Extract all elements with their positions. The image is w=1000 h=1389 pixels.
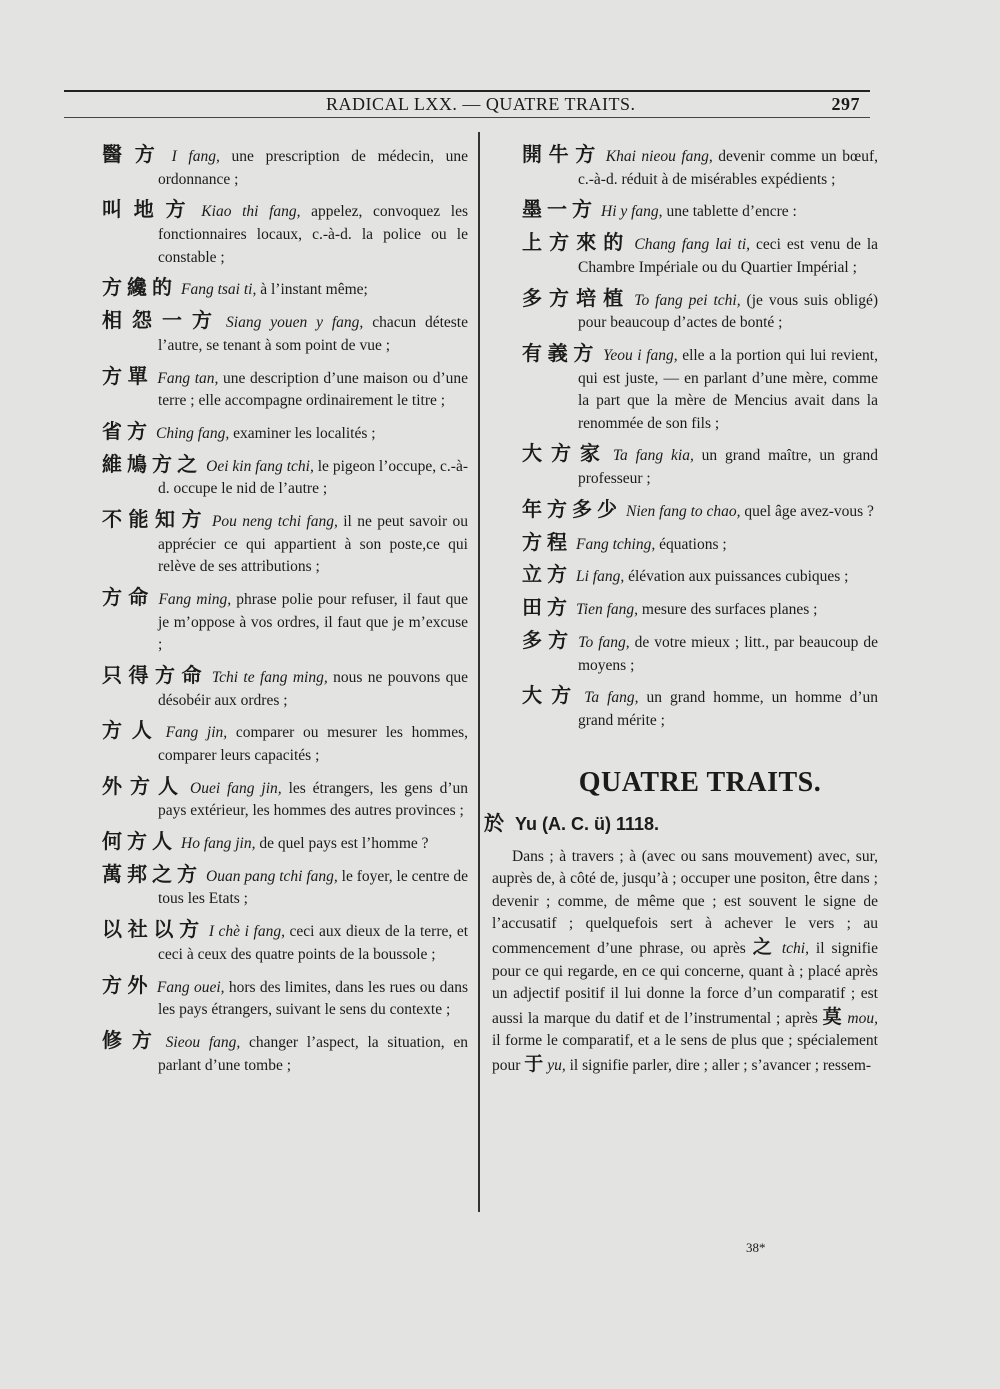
entry-romanization: Yeou i fang, [603,346,678,364]
entry-romanization: Kiao thi fang, [201,203,301,221]
entry-romanization: Oei kin fang tchi, [206,457,314,475]
entry-definition: une description d’une maison ou d’une terre ; elle accompagne ordinairement le titre ; [158,369,469,410]
entry-characters: 年方多少 [522,496,622,521]
entry-definition: ceci aux dieux de la terre, et ceci à ceux des quatre points de la boussole ; [158,923,469,963]
entry-romanization: Li fang, [576,568,625,586]
dictionary-entry [102,719,468,767]
dictionary-entry [522,198,878,224]
dictionary-entry [102,276,468,302]
dictionary-entry [102,775,468,823]
dictionary-entry [522,563,878,589]
entry-definition: chacun déteste l’autre, se tenant à som point de vue ; [158,314,468,354]
entry-definition: nous ne pouvons que désobéir aux ordres ; [158,668,468,709]
entry-definition: elle a la portion qui lui revient, qui est juste, — en parlant d’une mère, comme la part que la mère de Mencius avait dans la renommée de son fils ; [578,346,878,432]
entry-romanization: Hi y fang, [601,203,663,221]
entry-definition: un grand maître, un grand professeur ; [578,447,878,488]
right-column [484,142,879,1077]
entry-definition: quel âge avez-vous ? [740,502,874,520]
entry-romanization: Ta fang kia, [612,447,694,465]
entry-definition: une tablette d’encre : [662,203,797,221]
entry-romanization: Ouan pang tchi fang, [206,867,338,885]
entry-characters: 開牛方 [522,142,602,166]
signature-mark: 38* [746,1240,766,1255]
entry-romanization: Tchi te fang ming, [211,668,328,686]
body-part-4: il signifie parler, dire ; aller ; s’avancer ; ressem- [565,1056,872,1074]
entry-characters: 大方家 [522,441,609,466]
entry-definition: de quel pays est l’homme ? [255,835,429,853]
right-entries [522,143,878,733]
entry-characters: 不能知方 [102,507,208,532]
dictionary-entry [102,508,468,579]
entry-characters: 立方 [522,562,572,587]
entry-characters: 方單 [102,363,154,388]
entry-romanization: Fang jin, [165,724,228,742]
header-rule-bottom [64,117,870,118]
entry-characters: 上方來的 [522,230,631,255]
entry-romanization: Fang ouei, [156,978,225,996]
entry-characters: 大方 [522,683,581,708]
entry-romanization: Chang fang lai ti, [634,236,751,254]
entry-body-yu [492,846,878,1078]
entry-characters: 方程 [522,529,572,554]
entry-definition: ceci est venu de la Chambre Impériale ou du Quartier Impérial ; [578,236,879,276]
dictionary-entry [522,596,878,622]
entry-characters: 墨一方 [522,197,597,222]
entry-characters: 方命 [102,585,155,609]
entry-characters: 田方 [522,595,572,620]
entry-characters: 以社以方 [102,917,205,942]
entry-romanization: Ho fang jin, [181,835,256,853]
dictionary-entry [102,365,468,413]
dictionary-entry [102,198,468,269]
dictionary-entry [102,830,468,856]
dictionary-entry [522,498,878,524]
entry-characters: 有義方 [522,340,600,365]
inline-romanization-mou: mou, [842,1009,878,1027]
dictionary-entry [102,863,468,911]
inline-romanization-yu: yu, [543,1056,566,1074]
entry-characters: 多方培植 [522,285,631,310]
body-part-1: Dans ; à travers ; à (avec ou sans mouvement) avec, sur, auprès de, à côté de, jusqu’à ; occuper une positon, être dans ; devenir ; comme, de même que ; est souvent le signe de l’accusatif ; quelquefois sert à achever le vers ; au commencement d’une phrase, ou après [492,847,878,957]
entry-romanization: Ching fang, [156,424,230,442]
running-head-title: RADICAL LXX. — QUATRE TRAITS. [326,94,636,114]
entry-romanization: Fang tching, [576,535,656,553]
entry-definition: examiner les localités ; [229,424,376,442]
entry-heading-yu [484,807,878,836]
entry-definition: le foyer, le centre de tous les Etats ; [158,867,468,908]
entry-definition: (je vous suis obligé) pour beaucoup d’actes de bonté ; [578,291,879,332]
entry-definition: les étrangers, les gens d’un pays extérieur, les hommes des autres provinces ; [158,779,468,820]
section-title: QUATRE TRAITS. [578,766,822,798]
entry-definition: comparer ou mesurer les hommes, comparer leurs capacités ; [158,724,468,764]
entry-romanization: Khai nieou fang, [605,148,713,165]
dictionary-entry [522,143,878,191]
dictionary-entry [102,918,468,966]
entry-characters: 方纔的 [102,275,177,300]
entry-romanization: I fang, [171,148,220,165]
entry-romanization: Siang youen y fang, [226,314,364,332]
entry-romanization: Ta fang, [584,689,639,707]
entry-romanization: I chè i fang, [208,923,285,941]
entry-characters: 何方人 [102,829,177,854]
entry-romanization: Ouei fang jin, [190,779,282,797]
entry-romanization: Fang ming, [158,591,232,608]
entry-definition: mesure des surfaces planes ; [638,601,818,619]
dictionary-entry [102,664,468,712]
entry-definition: à l’instant même; [256,281,368,299]
entry-romanization: Sieou fang, [165,1034,241,1051]
inline-character-mou: 莫 [822,1005,843,1028]
inline-character-tchi: 之 [752,935,775,958]
entry-romanization: Fang tsai ti, [181,281,257,299]
dictionary-entry [522,629,878,677]
entry-romanization: To fang, [578,633,630,651]
entry-characters: 方人 [102,718,162,743]
entry-definition: changer l’aspect, la situation, en parlant d’une tombe ; [158,1034,468,1074]
entry-definition: équations ; [655,535,727,553]
dictionary-entry [102,420,468,446]
page-number: 297 [831,94,860,114]
entry-definition: devenir comme un bœuf, c.-à-d. réduit à de misérables expédients ; [578,148,878,188]
heading-text: Yu (A. C. ü) 1118. [510,813,660,834]
inline-character-yu: 于 [524,1052,544,1075]
dictionary-entry [522,442,878,490]
entry-definition: élévation aux puissances cubiques ; [624,568,849,586]
entry-romanization: Nien fang to chao, [626,502,741,520]
left-column [102,143,468,1084]
entry-definition: phrase polie pour refuser, il faut que je m’oppose à vos ordres, il faut que je m’excuse ; [158,591,468,654]
entry-characters: 萬邦之方 [102,861,203,886]
dictionary-entry [102,586,468,657]
entry-romanization: Tien fang, [576,601,639,619]
dictionary-entry [522,531,878,557]
dictionary-entry [522,287,878,335]
entry-characters: 維鳩方之 [102,451,203,476]
dictionary-entry [522,231,878,279]
entry-definition: appelez, convoquez les fonctionnaires locaux, c.-à-d. la police ou le constable ; [158,203,468,266]
entry-romanization: To fang pei tchi, [634,291,741,309]
entry-characters: 醫方 [102,142,168,166]
entry-definition: le pigeon l’occupe, c.-à-d. occupe le nid de l’autre ; [158,457,469,498]
entry-characters: 外方人 [102,773,186,798]
dictionary-entry [102,974,468,1022]
entry-romanization: Fang tan, [157,369,219,387]
running-head [64,94,870,116]
entry-characters: 省方 [102,418,152,443]
body-part-3: il forme le comparatif, et a le sens de plus que ; spécialement pour [492,1032,878,1074]
entry-definition: de votre mieux ; litt., par beaucoup de moyens ; [578,633,879,674]
dictionary-entry [102,453,468,501]
entry-characters: 相怨一方 [102,308,223,333]
entry-definition: il ne peut savoir ou apprécier ce qui appartient à son poste,ce qui relève de ses attributions ; [158,513,468,576]
entry-characters: 方外 [102,972,153,997]
body-part-2: il signifie pour ce qui regarde, en ce qui concerne, quant à ; placé après un adjectif positif il lui donne la force d’un comparatif ; est aussi la marque du datif et de l’instrumental ; après [492,939,878,1027]
entry-characters: 只得方命 [102,662,208,687]
entry-characters: 修方 [102,1028,162,1052]
heading-character: 於 [484,810,506,835]
entry-definition: une prescription de médecin, une ordonnance ; [158,148,468,188]
column-divider [478,132,480,1212]
entry-characters: 叫地方 [102,197,198,222]
entry-romanization: Pou neng tchi fang, [211,513,338,531]
dictionary-entry [102,309,468,357]
entry-definition: un grand homme, un homme d’un grand mérite ; [578,689,878,729]
dictionary-entry [102,143,468,191]
header-rule-top [64,90,870,92]
dictionary-entry [522,342,878,435]
dictionary-entry [522,684,878,732]
inline-romanization-tchi: tchi, [774,939,809,957]
entry-definition: hors des limites, dans les rues ou dans les pays étrangers, suivant le sens du contexte ; [158,978,469,1019]
dictionary-entry [102,1029,468,1077]
entry-characters: 多方 [522,627,575,652]
